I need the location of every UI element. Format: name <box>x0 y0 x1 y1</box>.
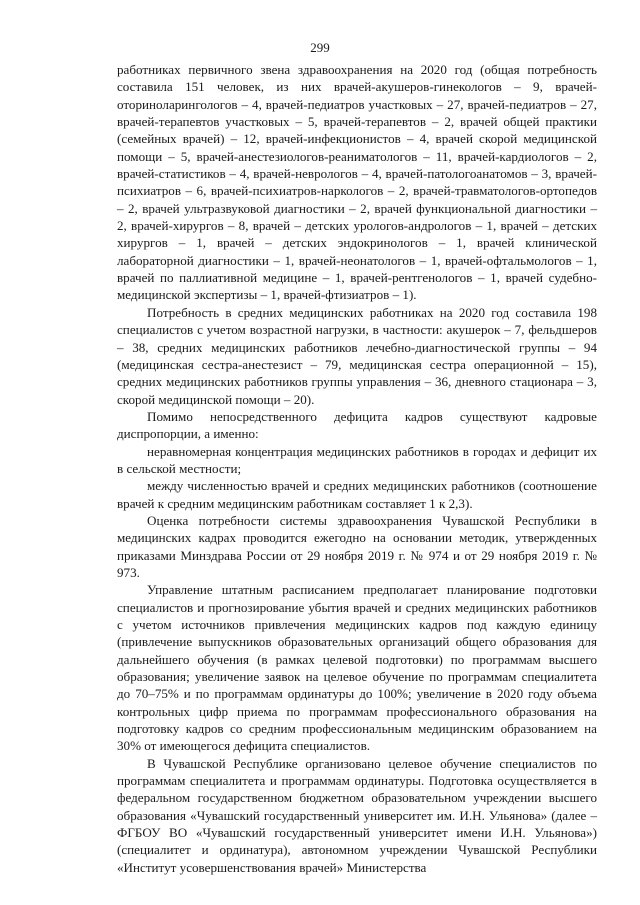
paragraph-8: В Чувашской Республике организовано целевое обучение специалистов по программам специалитета и программам ординатуры. Подготовка осуществляется в федеральном государственном бюджетном образовательном учреждении высшего образования «Чувашский государственный университет им. И.Н. Ульянова» (далее – ФГБОУ ВО «Чувашский государственный университет имени И.Н. Ульянова») (специалитет и ординатура), автономном учреждении Чувашской Республики «Институт усовершенствования врачей» Министерства <box>117 755 597 875</box>
body-text <box>117 61 597 876</box>
paragraph-5: между численностью врачей и средних медицинских работников (соотношение врачей к средним медицинским работникам составляет 1 к 2,3). <box>117 478 597 511</box>
paragraph-6: Оценка потребности системы здравоохранения Чувашской Республики в медицинских кадрах проводится ежегодно на основании методик, утвержденных приказами Минздрава России от 29 ноября 2019 г. № 974 и от 29 ноября 2019 г. № 973. <box>117 512 597 580</box>
paragraph-4: неравномерная концентрация медицинских работников в городах и дефицит их в сельской местности; <box>117 443 597 476</box>
paragraph-1: работниках первичного звена здравоохранения на 2020 год (общая потребность составила 151 человек, из них врачей-акушеров-гинекологов – 9, врачей-оториноларингологов – 4, врачей-педиатров участковых – 27, врачей-педиатров – 27, врачей-терапевтов участковых – 5, врачей-терапевтов – 2, врачей общей практики (семейных врачей) – 12, врачей-инфекционистов – 4, врачей скорой медицинской помощи – 5, врачей-анестезиологов-реаниматологов – 11, врачей-кардиологов – 2, врачей-статистиков – 4, врачей-неврологов – 4, врачей-патологоанатомов – 3, врачей-психиатров – 6, врачей-психиатров-наркологов – 2, врачей-травматологов-ортопедов – 2, врачей ультразвуковой диагностики – 2, врачей функциональной диагностики – 2, врачей-хирургов – 8, врачей – детских урологов-андрологов – 1, врачей – детских хирургов – 1, врачей – детских эндокринологов – 1, врачей клинической лабораторной диагностики – 1, врачей-неонатологов – 1, врачей-офтальмологов – 1, врачей по паллиативной медицине – 1, врачей-рентгенологов – 1, врачей судебно-медицинской экспертизы – 1, врачей-фтизиатров – 1). <box>117 62 597 303</box>
paragraph-2: Потребность в средних медицинских работниках на 2020 год составила 198 специалистов с учетом возрастной нагрузки, в частности: акушерок – 7, фельдшеров – 38, средних медицинских работников лечебно-диагностической группы – 94 (медицинская сестра-анестезист – 79, медицинская сестра операционной – 15), средних медицинских работников группы управления – 36, дневного стационара – 3, скорой медицинской помощи – 20). <box>117 304 597 407</box>
paragraph-7: Управление штатным расписанием предполагает планирование подготовки специалистов и прогнозирование убытия врачей и средних медицинских работников с учетом источников привлечения медицинских кадров под каждую единицу (привлечение выпускников образовательных организаций общего образования для дальнейшего обучения (в рамках целевой подготовки) по программам высшего образования; увеличение заявок на целевое обучение по программам специалитета до 70–75% и по программам ординатуры до 100%; увеличение в 2020 году объема контрольных цифр приема по программам профессионального образования на подготовку кадров со средним профессиональным медицинским образованием на 30% от имеющегося дефицита специалистов. <box>117 582 597 754</box>
page-number: 299 <box>310 40 330 55</box>
paragraph-3: Помимо непосредственного дефицита кадров существуют кадровые диспропорции, а именно: <box>117 408 597 442</box>
